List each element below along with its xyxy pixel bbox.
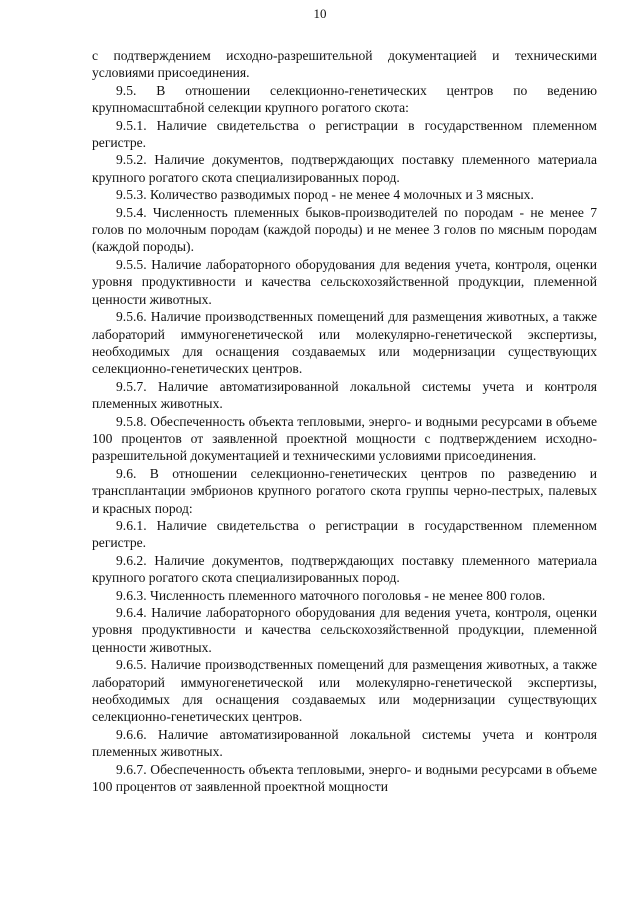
paragraph-9-6-5: 9.6.5. Наличие производственных помещений для размещения животных, а также лабораторий иммуногенетической или молекулярно-генетической экспертизы, необходимых для оснащения создаваемых или модернизации существующих селекционно-генетических центров.: [92, 657, 597, 725]
paragraph-9-5: 9.5. В отношении селекционно-генетических центров по ведению крупномасштабной селекции крупного рогатого скота:: [92, 82, 597, 116]
paragraph-9-5-4: 9.5.4. Численность племенных быков-производителей по породам - не менее 7 голов по молочным породам (каждой породы) и не менее 3 голов по мясным породам (каждой породы).: [92, 204, 597, 255]
document-body: [92, 47, 597, 795]
paragraph-9-6-1: 9.6.1. Наличие свидетельства о регистрации в государственном племенном регистре.: [92, 517, 597, 551]
paragraph-9-6-7: 9.6.7. Обеспеченность объекта тепловыми, энерго- и водными ресурсами в объеме 100 процентов от заявленной проектной мощности: [92, 761, 597, 795]
paragraph-9-5-7: 9.5.7. Наличие автоматизированной локальной системы учета и контроля племенных животных.: [92, 378, 597, 412]
paragraph-9-5-6: 9.5.6. Наличие производственных помещений для размещения животных, а также лабораторий иммуногенетической или молекулярно-генетической экспертизы, необходимых для оснащения создаваемых или модернизации существующих селекционно-генетических центров.: [92, 309, 597, 377]
paragraph-9-6-4: 9.6.4. Наличие лабораторного оборудования для ведения учета, контроля, оценки уровня продуктивности и качества сельскохозяйственной продукции, племенной ценности животных.: [92, 605, 597, 655]
paragraph-9-6-2: 9.6.2. Наличие документов, подтверждающих поставку племенного материала крупного рогатого скота специализированных пород.: [92, 552, 597, 586]
paragraph-9-6-6: 9.6.6. Наличие автоматизированной локальной системы учета и контроля племенных животных.: [92, 726, 597, 760]
paragraph-9-5-5: 9.5.5. Наличие лабораторного оборудования для ведения учета, контроля, оценки уровня продуктивности и качества сельскохозяйственной продукции, племенной ценности животных.: [92, 256, 597, 307]
paragraph-9-6-3: 9.6.3. Численность племенного маточного поголовья - не менее 800 голов.: [116, 587, 546, 603]
paragraph-9-5-2: 9.5.2. Наличие документов, подтверждающих поставку племенного материала крупного рогатого скота специализированных пород.: [92, 152, 597, 185]
paragraph-9-6: 9.6. В отношении селекционно-генетических центров по разведению и трансплантации эмбрионов крупного рогатого скота группы черно-пестрых, палевых и красных пород:: [92, 465, 597, 516]
paragraph-9-5-1: 9.5.1. Наличие свидетельства о регистрации в государственном племенном регистре.: [92, 117, 597, 151]
paragraph-9-5-3: 9.5.3. Количество разводимых пород - не менее 4 молочных и 3 мясных.: [116, 187, 534, 203]
page-number: 10: [313, 6, 327, 21]
paragraph-9-5-8: 9.5.8. Обеспеченность объекта тепловыми, энерго- и водными ресурсами в объеме 100 процентов от заявленной проектной мощности с подтверждением исходно-разрешительной документацией и техническими условиями присоединения.: [92, 413, 597, 464]
paragraph-continuation: с подтверждением исходно-разрешительной документацией и техническими условиями присоединения.: [92, 48, 597, 81]
